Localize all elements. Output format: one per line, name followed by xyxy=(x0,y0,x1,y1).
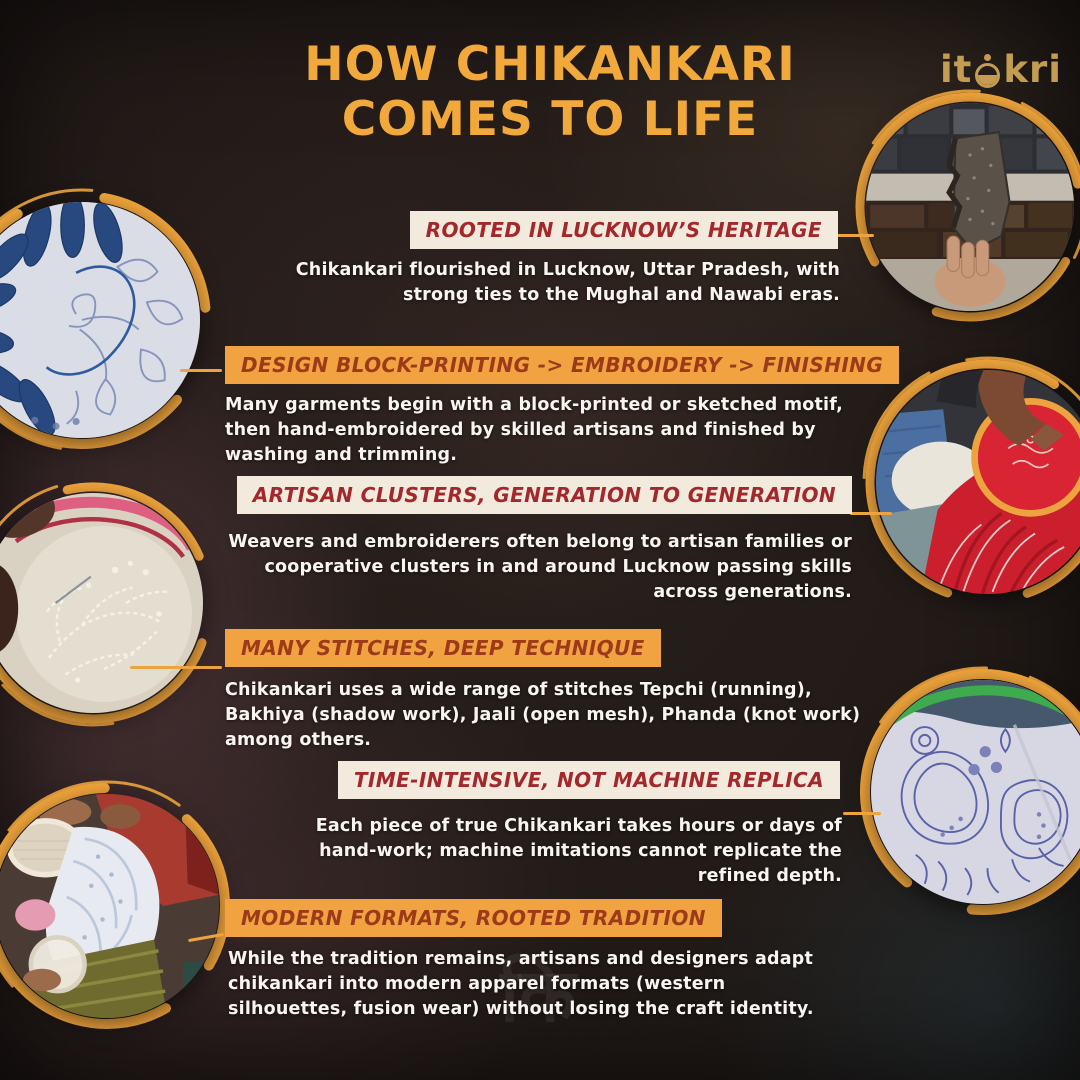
photo-wooden-printing-blocks xyxy=(852,89,1080,325)
section-heading-modern: MODERN FORMATS, ROOTED TRADITION xyxy=(225,899,722,937)
connector-line-4 xyxy=(130,666,222,669)
section-heading-clusters: ARTISAN CLUSTERS, GENERATION TO GENERATION xyxy=(237,476,852,514)
photo-white-embroidery-closeup xyxy=(0,479,217,727)
page-title-line1: HOW CHIKANKARI xyxy=(304,37,796,92)
connector-line-1 xyxy=(836,234,874,237)
connector-line-3 xyxy=(850,512,892,515)
background-watermark-glyph: कि xyxy=(500,953,578,1039)
itokri-logo-o-icon xyxy=(974,51,1001,89)
section-heading-heritage: ROOTED IN LUCKNOW’S HERITAGE xyxy=(410,211,838,249)
connector-line-5 xyxy=(843,812,881,815)
page-title xyxy=(150,38,950,147)
section-heading-time: TIME-INTENSIVE, NOT MACHINE REPLICA xyxy=(338,761,840,799)
section-body-stitches: Chikankari uses a wide range of stitches Tepchi (running), Bakhiya (shadow work), Jaali (open mesh), Phanda (knot work) among others. xyxy=(225,680,861,750)
section-body-clusters: Weavers and embroiderers often belong to artisan families or cooperative clusters in and around Lucknow passing skills across generations. xyxy=(228,532,852,602)
photo-artisan-group xyxy=(0,780,233,1032)
section-heading-stitches: MANY STITCHES, DEEP TECHNIQUE xyxy=(225,629,661,667)
photo-red-fabric-embroidery xyxy=(862,356,1080,608)
page-title-line2: COMES TO LIFE xyxy=(341,91,759,147)
connector-line-2 xyxy=(180,369,222,372)
section-heading-process: DESIGN BLOCK-PRINTING -> EMBROIDERY -> FINISHING xyxy=(225,346,899,384)
section-body-process: Many garments begin with a block-printed or sketched motif, then hand-embroidered by skilled artisans and finished by washing and trimming. xyxy=(225,395,843,465)
itokri-logo-text-left: it xyxy=(940,48,973,91)
section-body-heritage: Chikankari flourished in Lucknow, Uttar Pradesh, with strong ties to the Mughal and Nawabi eras. xyxy=(295,260,840,305)
itokri-logo xyxy=(940,48,1062,91)
section-body-modern: While the tradition remains, artisans and designers adapt chikankari into modern apparel formats (western silhouettes, fusion wear) without losing the craft identity. xyxy=(228,949,814,1019)
itokri-logo-text-right: kri xyxy=(1003,48,1062,91)
photo-blue-embroidery-hoop xyxy=(0,188,214,452)
photo-paisley-green-hoop xyxy=(857,666,1080,918)
section-body-time: Each piece of true Chikankari takes hours or days of hand-work; machine imitations cannot replicate the refined depth. xyxy=(315,816,842,886)
